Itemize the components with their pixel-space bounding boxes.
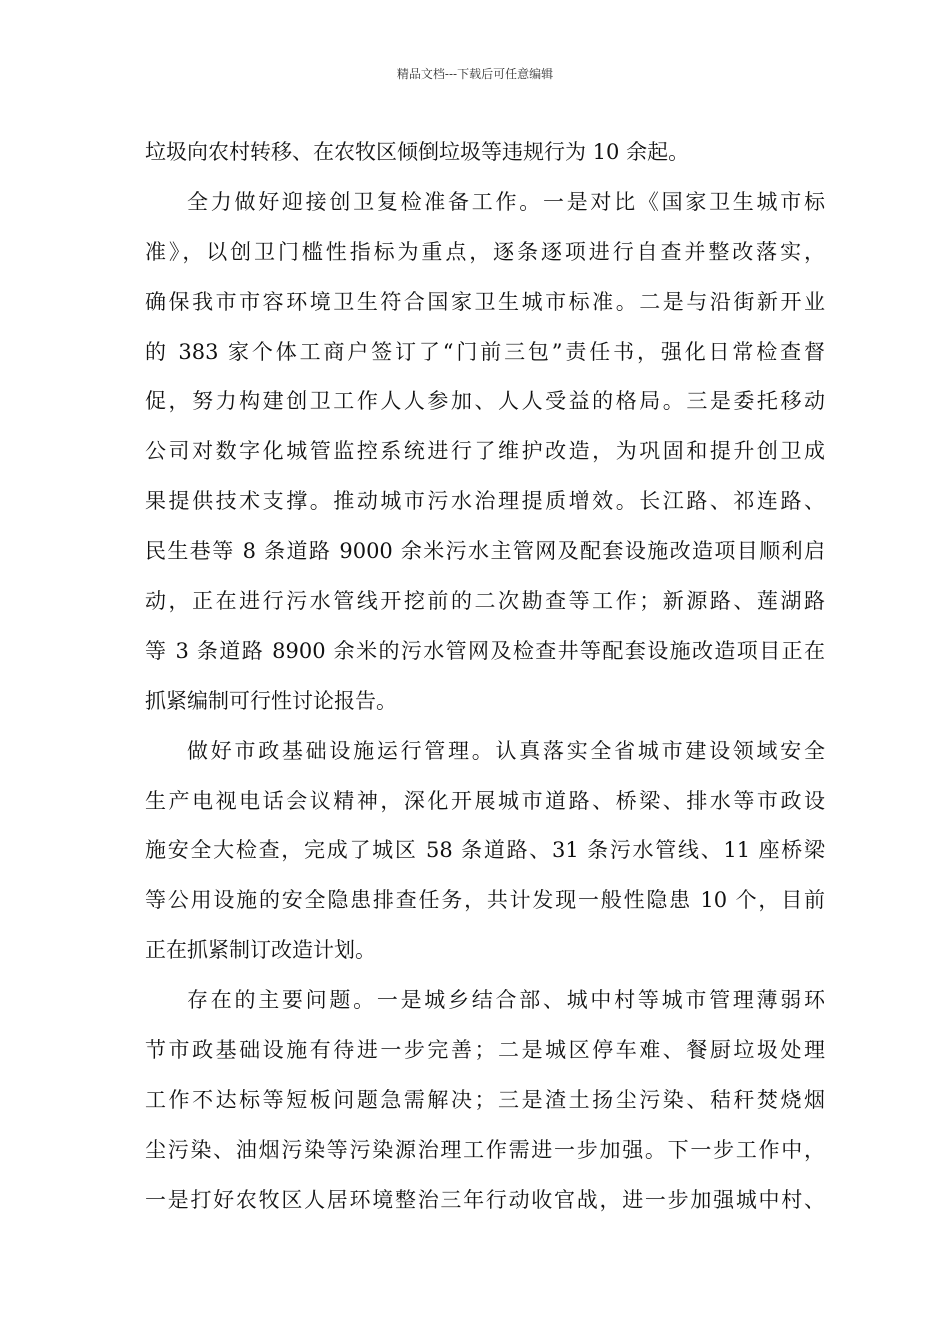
text-line: 工作不达标等短板问题急需解决；三是渣土扬尘污染、秸秆焚烧烟 (145, 1087, 825, 1112)
text-line: 果提供技术支撑。推动城市污水治理提质增效。长江路、祁连路、 (145, 489, 825, 514)
text-line: 等公用设施的安全隐患排查任务，共计发现一般性隐患 10 个，目前 (145, 888, 825, 913)
text-line: 促，努力构建创卫工作人人参加、人人受益的格局。三是委托移动 (145, 389, 825, 414)
text-line: 垃圾向农村转移、在农牧区倾倒垃圾等违规行为 10 余起。 (145, 140, 690, 164)
text-line: 等 3 条道路 8900 余米的污水管网及检查井等配套设施改造项目正在 (145, 638, 825, 663)
text-line: 施安全大检查，完成了城区 58 条道路、31 条污水管线、11 座桥梁 (145, 838, 825, 863)
text-line: 生产电视电话会议精神，深化开展城市道路、桥梁、排水等市政设 (145, 788, 825, 813)
paragraph-first-line: 做好市政基础设施运行管理。认真落实全省城市建设领域安全 (187, 738, 825, 763)
text-line: 确保我市市容环境卫生符合国家卫生城市标准。二是与沿街新开业 (145, 289, 825, 314)
document-body (145, 128, 825, 1226)
paragraph-first-line: 全力做好迎接创卫复检准备工作。一是对比《国家卫生城市标 (187, 189, 825, 214)
text-line: 公司对数字化城管监控系统进行了维护改造，为巩固和提升创卫成 (145, 439, 825, 464)
text-line: 一是打好农牧区人居环境整治三年行动收官战，进一步加强城中村、 (145, 1187, 825, 1212)
text-line: 动，正在进行污水管线开挖前的二次勘查等工作；新源路、莲湖路 (145, 589, 825, 614)
text-line: 的 383 家个体工商户签订了“门前三包”责任书，强化日常检查督 (145, 339, 825, 364)
paragraph-first-line: 存在的主要问题。一是城乡结合部、城中村等城市管理薄弱环 (187, 988, 825, 1013)
paragraph-last-line: 抓紧编制可行性讨论报告。 (145, 688, 397, 713)
text-line: 节市政基础设施有待进一步完善；二是城区停车难、餐厨垃圾处理 (145, 1038, 825, 1063)
text-line: 准》，以创卫门槛性指标为重点，逐条逐项进行自查并整改落实， (145, 239, 825, 264)
paragraph-last-line: 正在抓紧制订改造计划。 (145, 938, 376, 963)
text-line: 民生巷等 8 条道路 9000 余米污水主管网及配套设施改造项目顺利启 (145, 539, 825, 564)
text-line: 尘污染、油烟污染等污染源治理工作需进一步加强。下一步工作中， (145, 1137, 825, 1162)
page-header: 精品文档---下载后可任意编辑 (396, 67, 554, 81)
